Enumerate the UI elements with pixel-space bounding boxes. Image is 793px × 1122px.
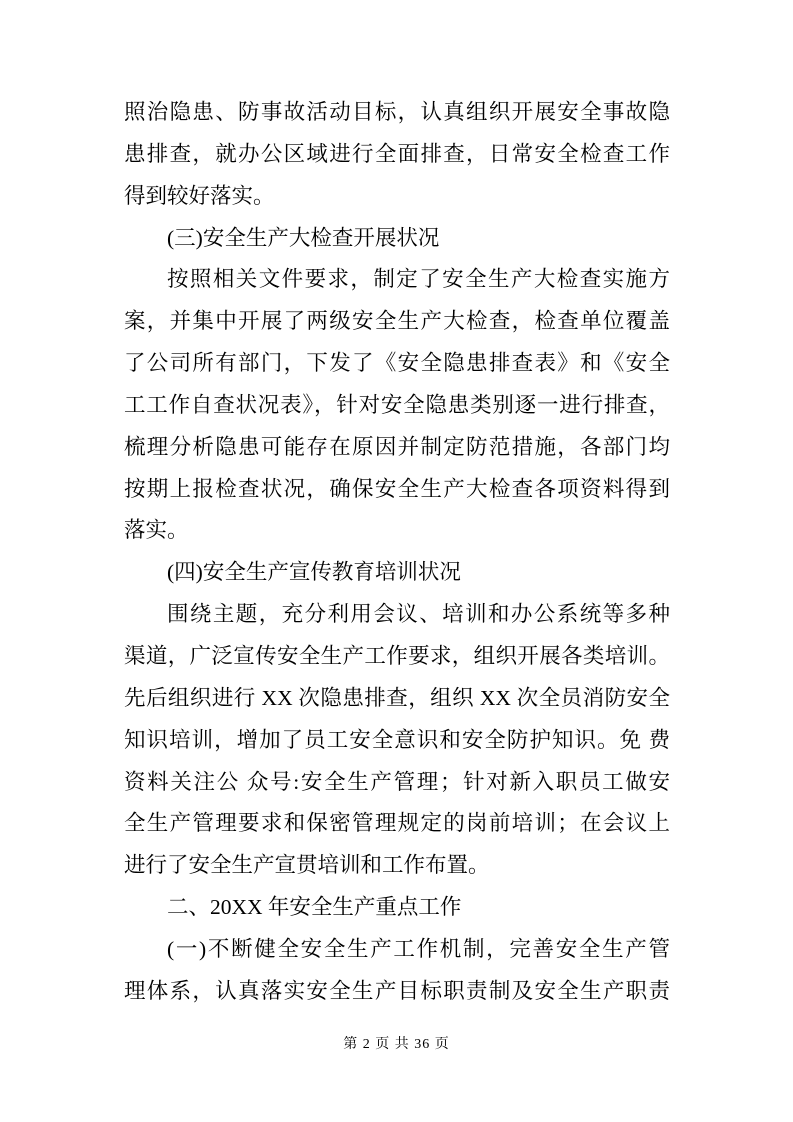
page-number-footer: 第 2 页 共 36 页 <box>343 1037 450 1052</box>
text-line: 渠道，广泛宣传安全生产工作要求，组织开展各类培训。 <box>124 643 670 668</box>
text-line: 先后组织进行 XX 次隐患排查，组织 XX 次全员消防安全 <box>124 685 670 710</box>
text-line: 知识培训，增加了员工安全意识和安全防护知识。免 费 <box>124 727 670 752</box>
document-body <box>124 92 670 1013</box>
text-line: 理体系，认真落实安全生产目标职责制及安全生产职责 <box>124 978 670 1003</box>
section-heading: (四)安全生产宣传教育培训状况 <box>167 560 461 585</box>
text-line: 照治隐患、防事故活动目标，认真组织开展安全事故隐 <box>124 100 670 124</box>
text-line: 围绕主题，充分利用会议、培训和办公系统等多种 <box>167 602 670 627</box>
text-line: 按照相关文件要求，制定了安全生产大检查实施方 <box>167 267 670 292</box>
text-line: 资料关注公 众号:安全生产管理；针对新入职员工做安 <box>124 769 670 794</box>
text-line: 梳理分析隐患可能存在原因并制定防范措施，各部门均 <box>124 434 670 459</box>
text-line: 患排查，就办公区域进行全面排查，日常安全检查工作 <box>124 141 670 166</box>
text-line: 得到较好落实。 <box>124 183 275 208</box>
text-line: 案，并集中开展了两级安全生产大检查，检查单位覆盖 <box>124 309 670 334</box>
text-line: 了公司所有部门，下发了《安全隐患排查表》和《安全 <box>124 351 670 376</box>
section-heading: 二、20XX 年安全生产重点工作 <box>167 895 462 920</box>
text-line: 全生产管理要求和保密管理规定的岗前培训；在会议上 <box>124 811 670 836</box>
text-line: 落实。 <box>124 518 189 543</box>
section-heading: (三)安全生产大检查开展状况 <box>167 225 440 250</box>
text-line: 工工作自查状况表》，针对安全隐患类别逐一进行排查， <box>124 392 670 417</box>
text-line: 进行了安全生产宣贯培训和工作布置。 <box>124 853 490 878</box>
text-line: (一)不断健全安全生产工作机制，完善安全生产管 <box>167 936 670 961</box>
text-line: 按期上报检查状况，确保安全生产大检查各项资料得到 <box>124 476 670 501</box>
